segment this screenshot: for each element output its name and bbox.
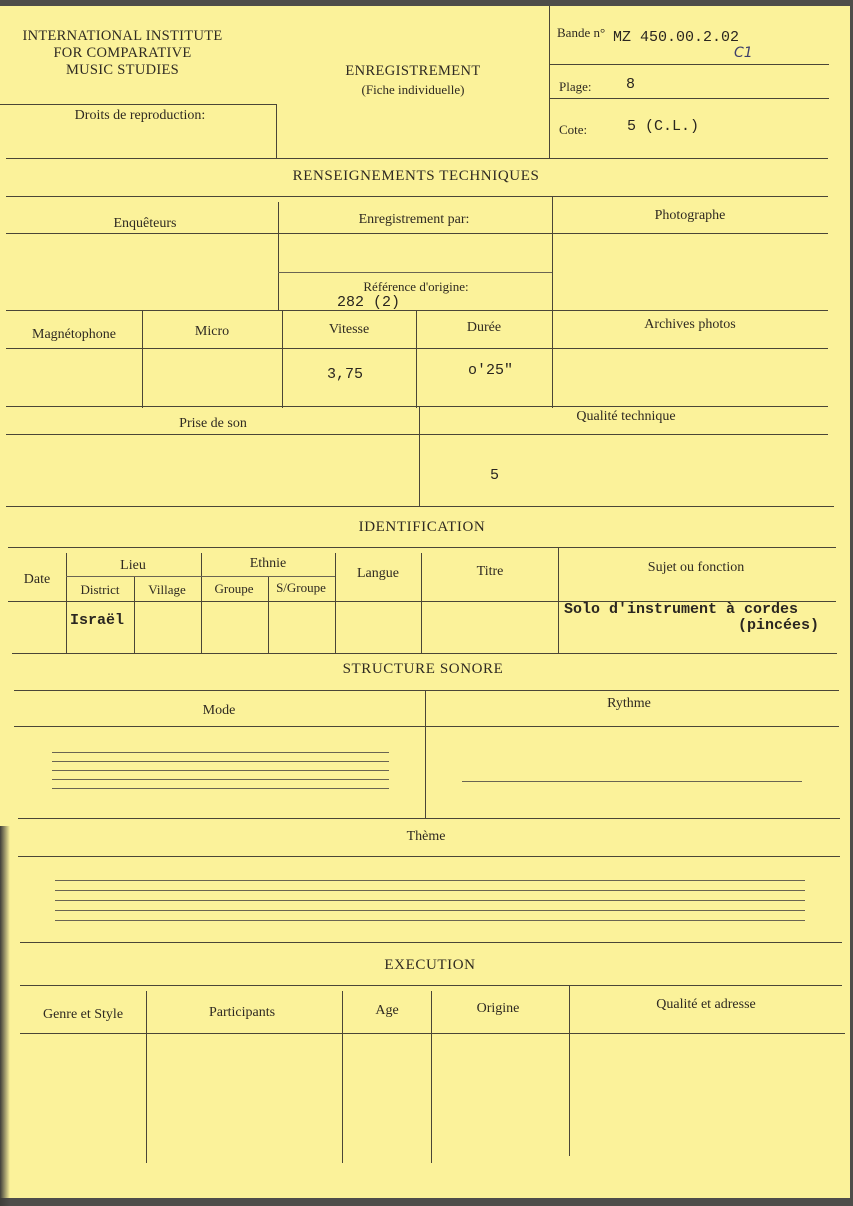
reference-value[interactable]: 282 (2): [337, 294, 401, 311]
enqueteurs-label: Enquêteurs: [113, 216, 177, 231]
prise-qualite-divider: [419, 406, 420, 506]
rights-label: Droits de reproduction:: [74, 108, 206, 123]
theme-header-line: [18, 856, 840, 857]
structure-bottom-line: [18, 818, 840, 819]
id-col-langue: [421, 553, 422, 653]
ethnie-label: Ethnie: [249, 556, 287, 571]
qualite-technique-value[interactable]: 5: [490, 467, 500, 484]
mode-staff-line-1: [52, 752, 389, 753]
technical-section-title: RENSEIGNEMENTS TECHNIQUES: [292, 168, 540, 184]
cote-label: Cote:: [559, 122, 588, 137]
record-card: [0, 6, 850, 1198]
theme-staff-line-4: [55, 910, 805, 911]
mode-rythme-divider: [425, 690, 426, 818]
lieu-label: Lieu: [120, 558, 146, 573]
execution-section-title: EXECUTION: [384, 957, 476, 973]
vitesse-value[interactable]: 3,75: [327, 366, 364, 383]
enregistrement-line: [278, 272, 552, 273]
sgroupe-label: S/Groupe: [276, 580, 326, 595]
tech-col-1: [278, 202, 279, 310]
tech-row3-line: [6, 406, 828, 407]
theme-bottom-line: [20, 942, 842, 943]
plage-line: [549, 98, 829, 99]
id-col-village: [134, 576, 135, 653]
execution-row-line: [20, 1033, 845, 1034]
tech-col-2: [552, 196, 553, 310]
groupe-label: Groupe: [214, 581, 254, 596]
scan-edge-shadow: [0, 826, 10, 1206]
cote-value[interactable]: 5 (C.L.): [627, 118, 700, 135]
exec-col-2: [342, 991, 343, 1163]
prise-de-son-label: Prise de son: [179, 416, 247, 431]
date-label: Date: [23, 572, 51, 587]
rythme-label: Rythme: [607, 696, 651, 711]
theme-staff-line-1: [55, 880, 805, 881]
id-col-lieu: [201, 553, 202, 653]
rights-box-top: [0, 104, 276, 105]
magnetophone-label: Magnétophone: [32, 327, 116, 342]
qualite-adresse-label: Qualité et adresse: [656, 997, 756, 1012]
exec-col-4: [569, 986, 570, 1156]
form-title: ENREGISTREMENT: [345, 63, 481, 79]
mode-staff-line-3: [52, 770, 389, 771]
technical-bottom-line: [6, 506, 834, 507]
sujet-label: Sujet ou fonction: [647, 560, 745, 575]
theme-staff-line-2: [55, 890, 805, 891]
bande-value[interactable]: MZ 450.00.2.02: [613, 29, 740, 46]
plage-value[interactable]: 8: [626, 76, 636, 93]
reference-label: Référence d'origine:: [363, 279, 469, 294]
rythme-line: [462, 781, 802, 782]
duree-label: Durée: [466, 320, 502, 335]
identification-header-line: [8, 547, 836, 548]
lieu-ethnie-subline: [66, 576, 335, 577]
mode-staff-line-4: [52, 779, 389, 780]
sujet-value-line1[interactable]: Solo d'instrument à cordes: [564, 601, 799, 618]
mode-label: Mode: [202, 703, 236, 718]
enregistrement-par-label: Enregistrement par:: [358, 212, 470, 227]
archives-photos-label: Archives photos: [644, 317, 736, 332]
tech-row2-col-3: [416, 310, 417, 408]
institute-line-1: INTERNATIONAL INSTITUTE: [22, 28, 223, 44]
tech-row2-col-4: [552, 310, 553, 408]
theme-label: Thème: [406, 829, 446, 844]
tech-row2-header-line: [6, 348, 828, 349]
bande-line: [549, 64, 829, 65]
form-subtitle: (Fiche individuelle): [361, 82, 465, 97]
district-value[interactable]: Israël: [70, 612, 125, 629]
mode-staff-line-2: [52, 761, 389, 762]
mode-rythme-header-line: [14, 726, 839, 727]
village-label: Village: [148, 582, 186, 597]
technical-header-line: [6, 196, 828, 197]
photographe-label: Photographe: [654, 208, 726, 223]
vitesse-label: Vitesse: [328, 322, 370, 337]
bande-handwritten-note: C1: [734, 45, 753, 61]
header-right-divider: [549, 6, 550, 158]
identification-bottom-line: [12, 653, 837, 654]
rights-box-right: [276, 104, 277, 158]
genre-style-label: Genre et Style: [42, 1007, 124, 1022]
tech-row3-header-line: [6, 434, 828, 435]
institute-name: [0, 28, 245, 79]
tech-row2-line: [6, 310, 828, 311]
institute-line-3: MUSIC STUDIES: [65, 62, 180, 78]
tech-header-row-line: [6, 233, 828, 234]
plage-label: Plage:: [559, 79, 592, 94]
id-col-ethnie: [335, 553, 336, 653]
sujet-value-line2[interactable]: (pincées): [738, 617, 820, 634]
id-col-date: [66, 553, 67, 653]
micro-label: Micro: [194, 324, 230, 339]
structure-header-line: [14, 690, 839, 691]
origine-label: Origine: [476, 1001, 520, 1016]
age-label: Age: [375, 1003, 399, 1018]
qualite-technique-label: Qualité technique: [576, 409, 676, 424]
institute-line-2: FOR COMPARATIVE: [53, 45, 192, 61]
exec-col-3: [431, 991, 432, 1163]
header-bottom-line: [6, 158, 828, 159]
tech-row2-col-1: [142, 310, 143, 408]
mode-staff-line-5: [52, 788, 389, 789]
execution-header-line: [20, 985, 842, 986]
theme-staff-line-3: [55, 900, 805, 901]
bande-label: Bande n°: [557, 25, 606, 40]
exec-col-1: [146, 991, 147, 1163]
tech-row2-col-2: [282, 310, 283, 408]
structure-section-title: STRUCTURE SONORE: [342, 661, 504, 677]
langue-label: Langue: [357, 566, 399, 581]
duree-value[interactable]: o'25": [468, 362, 514, 379]
id-col-sgroupe: [268, 576, 269, 653]
participants-label: Participants: [208, 1005, 276, 1020]
titre-label: Titre: [476, 564, 504, 579]
theme-staff-line-5: [55, 920, 805, 921]
identification-section-title: IDENTIFICATION: [358, 519, 486, 535]
district-label: District: [80, 582, 120, 597]
